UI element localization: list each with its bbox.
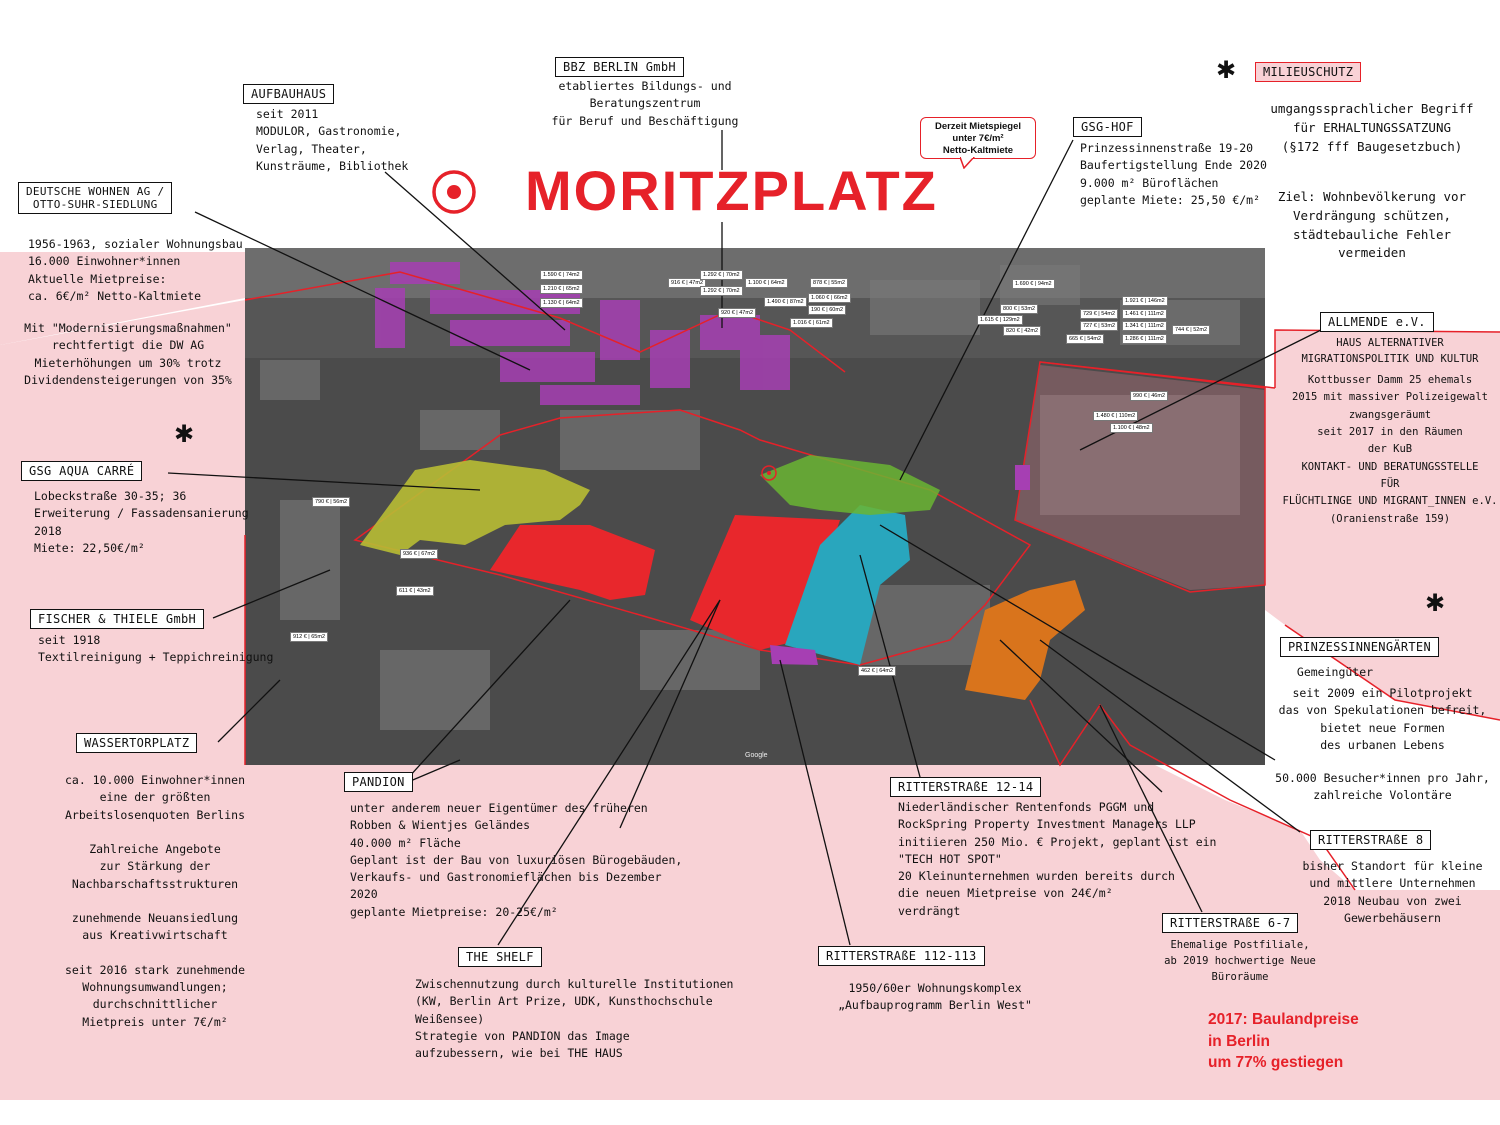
price-tag: 1.286 € | 111m2: [1122, 334, 1167, 344]
aufbauhaus-label: AUFBAUHAUS: [243, 84, 334, 104]
ritter-112-113-label: RITTERSTRAßE 112-113: [818, 946, 985, 966]
gsg-hof-label: GSG-HOF: [1073, 117, 1142, 137]
prinzessinnen-subtitle: Gemeingüter: [1296, 665, 1374, 679]
prinzessinnen-label: PRINZESSINNENGÄRTEN: [1280, 637, 1439, 657]
price-tag: 920 € | 47m2: [718, 308, 756, 318]
price-tag: 611 € | 43m2: [396, 586, 434, 596]
pandion-text: unter anderem neuer Eigentümer des früheren Robben & Wientjes Geländes 40.000 m² Fläche Geplant ist der Bau von luxuriösen Bürogebäuden, Verkaufs- und Gastronomieflächen bis Dezember 2020 geplante Mietpreise: 20-25€/m²: [350, 801, 683, 919]
price-tag: 878 € | 55m2: [810, 278, 848, 288]
price-tag: 1.341 € | 111m2: [1122, 321, 1167, 331]
asterisk-icon: ✱: [174, 420, 195, 448]
rent-index-bubble: [920, 117, 1036, 159]
price-tag: 1.210 € | 65m2: [540, 284, 583, 294]
price-tag: 665 € | 54m2: [1066, 334, 1104, 344]
ritter-6-7-text: Ehemalige Postfiliale, ab 2019 hochwertige Neue Büroräume: [1164, 939, 1316, 983]
bbz-label: BBZ BERLIN GmbH: [555, 57, 684, 77]
bbz-text: etabliertes Bildungs- und Beratungszentrum für Beruf und Beschäftigung: [551, 79, 739, 128]
prinzessinnen-visitors: 50.000 Besucher*innen pro Jahr, zahlreiche Volontäre: [1275, 771, 1490, 803]
price-tag: 190 € | 60m2: [808, 305, 846, 315]
ritter-12-14-text: Niederländischer Rentenfonds PGGM und RockSpring Property Investment Managers LLP initiieren 250 Mio. € Projekt, geplant ist ein "TECH HOT SPOT" 20 Kleinunternehmen wurden bereits durch die neuen Mietpreise von 24€/m² verdrängt: [898, 800, 1217, 918]
rent-index-line-1: Derzeit Mietspiegel: [934, 121, 1022, 132]
ritter-8-text: bisher Standort für kleine und mittlere Unternehmen 2018 Neubau von zwei Gewerbehäusern: [1302, 859, 1483, 925]
price-tag: 729 € | 54m2: [1080, 309, 1118, 319]
asterisk-icon: ✱: [1216, 56, 1237, 84]
milieuschutz-label: MILIEUSCHUTZ: [1255, 62, 1361, 82]
price-tag: 1.130 € | 64m2: [540, 298, 583, 308]
pandion-label: PANDION: [344, 772, 413, 792]
price-tag: 916 € | 47m2: [668, 278, 706, 288]
rent-index-line-2: unter 7€/m²: [952, 132, 1004, 144]
target-icon: [430, 168, 478, 216]
deutsche-wohnen-text: 1956-1963, sozialer Wohnungsbau 16.000 Einwohner*innen Aktuelle Mietpreise: ca. 6€/m² Netto-Kaltmiete: [28, 237, 243, 303]
wassertorplatz-text: ca. 10.000 Einwohner*innen eine der größten Arbeitslosenquoten Berlins Zahlreiche Angebote zur Stärkung der Nachbarschaftsstrukturen zunehmende Neuansiedlung aus Kreativwirtschaft seit 2016 stark zunehmende Wohnungsumwandlungen; durchschnittlicher Mietpreis unter 7€/m²: [64, 773, 245, 1029]
the-shelf-label: THE SHELF: [458, 947, 542, 967]
price-tag: 744 € | 52m2: [1172, 325, 1210, 335]
price-tag: 820 € | 42m2: [1003, 326, 1041, 336]
price-tag: 1.921 € | 146m2: [1122, 296, 1168, 306]
price-tag: 1.690 € | 94m2: [1012, 279, 1055, 289]
gsg-aqua-label: GSG AQUA CARRÉ: [21, 461, 142, 481]
rent-index-line-3: Netto-Kaltmiete: [942, 144, 1014, 156]
price-tag: 727 € | 53m2: [1080, 321, 1118, 331]
fischer-thiele-label: FISCHER & THIELE GmbH: [30, 609, 204, 629]
deutsche-wohnen-label: DEUTSCHE WOHNEN AG / OTTO-SUHR-SIEDLUNG: [18, 182, 172, 214]
price-tag: 1.100 € | 64m2: [745, 278, 788, 288]
bubble-tail: [960, 157, 980, 169]
aufbauhaus-text: seit 2011 MODULOR, Gastronomie, Verlag, Theater, Kunsträume, Bibliothek: [256, 107, 409, 173]
milieuschutz-goal: Ziel: Wohnbevölkerung vor Verdrängung schützen, städtebauliche Fehler vermeiden: [1277, 189, 1467, 261]
price-tag: 462 € | 64m2: [858, 666, 896, 676]
page-title: MORITZPLATZ: [525, 159, 938, 222]
price-tag: 912 € | 65m2: [290, 632, 328, 642]
price-tag: 1.060 € | 66m2: [808, 293, 851, 303]
gsg-hof-text: Prinzessinnenstraße 19-20 Baufertigstellung Ende 2020 9.000 m² Büroflächen geplante Miete: 25,50 €/m²: [1080, 141, 1267, 207]
asterisk-icon: ✱: [1425, 589, 1446, 617]
ritter-112-113-text: 1950/60er Wohnungskomplex „Aufbauprogramm Berlin West": [838, 981, 1032, 1013]
price-tag: 1.490 € | 87m2: [764, 297, 807, 307]
price-tag: 1.461 € | 111m2: [1122, 309, 1167, 319]
price-tag: 1.590 € | 74m2: [540, 270, 583, 280]
ritter-12-14-label: RITTERSTRAßE 12-14: [890, 777, 1041, 797]
gsg-aqua-text: Lobeckstraße 30-35; 36 Erweiterung / Fassadensanierung 2018 Miete: 22,50€/m²: [34, 489, 249, 555]
price-tag: 790 € | 56m2: [312, 497, 350, 507]
price-tag: 1.615 € | 129m2: [977, 315, 1023, 325]
allmende-area: [1015, 465, 1030, 490]
ritter-8-label: RITTERSTRAßE 8: [1310, 830, 1431, 850]
price-tag: 1.480 € | 110m2: [1093, 411, 1138, 421]
price-tag: 1.016 € | 61m2: [790, 318, 833, 328]
ritter-6-7-label: RITTERSTRAßE 6-7: [1162, 913, 1298, 933]
map-attribution: Google: [745, 752, 768, 759]
prinzessinnen-text: seit 2009 ein Pilotprojekt das von Spekulationen befreit, bietet neue Formen des urbanen Lebens: [1278, 686, 1487, 752]
allmende-subtitle: HAUS ALTERNATIVER MIGRATIONSPOLITIK UND KULTUR: [1301, 337, 1479, 365]
price-tag: 936 € | 67m2: [400, 549, 438, 559]
fischer-thiele-text: seit 1918 Textilreinigung + Teppichreinigung: [38, 633, 274, 665]
allmende-label: ALLMENDE e.V.: [1320, 312, 1434, 332]
allmende-text: Kottbusser Damm 25 ehemals 2015 mit massiver Polizeigewalt zwangsgeräumt seit 2017 in den Räumen der KuB KONTAKT- UND BERATUNGSSTELLE FÜR FLÜCHTLINGE UND MIGRANT_INNEN e.V. (Oranienstraße 159): [1282, 374, 1498, 525]
deutsche-wohnen-note: Mit "Modernisierungsmaßnahmen" rechtfertigt die DW AG Mieterhöhungen um 30% trotz Dividendensteigerungen von 35%: [24, 321, 232, 387]
price-tag: 1.100 € | 48m2: [1110, 423, 1153, 433]
the-shelf-text: Zwischennutzung durch kulturelle Institutionen (KW, Berlin Art Prize, UDK, Kunsthochschule Weißensee) Strategie von PANDION das Image aufzubessern, wie bei THE HAUS: [415, 977, 734, 1060]
milieuschutz-text: umgangssprachlicher Begriff für ERHALTUNGSSATZUNG (§172 fff Baugesetzbuch): [1270, 101, 1474, 154]
price-tag: 990 € | 46m2: [1130, 391, 1168, 401]
land-price-note: 2017: Baulandpreise in Berlin um 77% gestiegen: [1208, 1011, 1359, 1072]
price-tag: 1.292 € | 70m2: [700, 286, 743, 296]
price-tag: 800 € | 53m2: [1000, 304, 1038, 314]
price-tag: 1.292 € | 70m2: [700, 270, 743, 280]
wassertorplatz-label: WASSERTORPLATZ: [76, 733, 197, 753]
